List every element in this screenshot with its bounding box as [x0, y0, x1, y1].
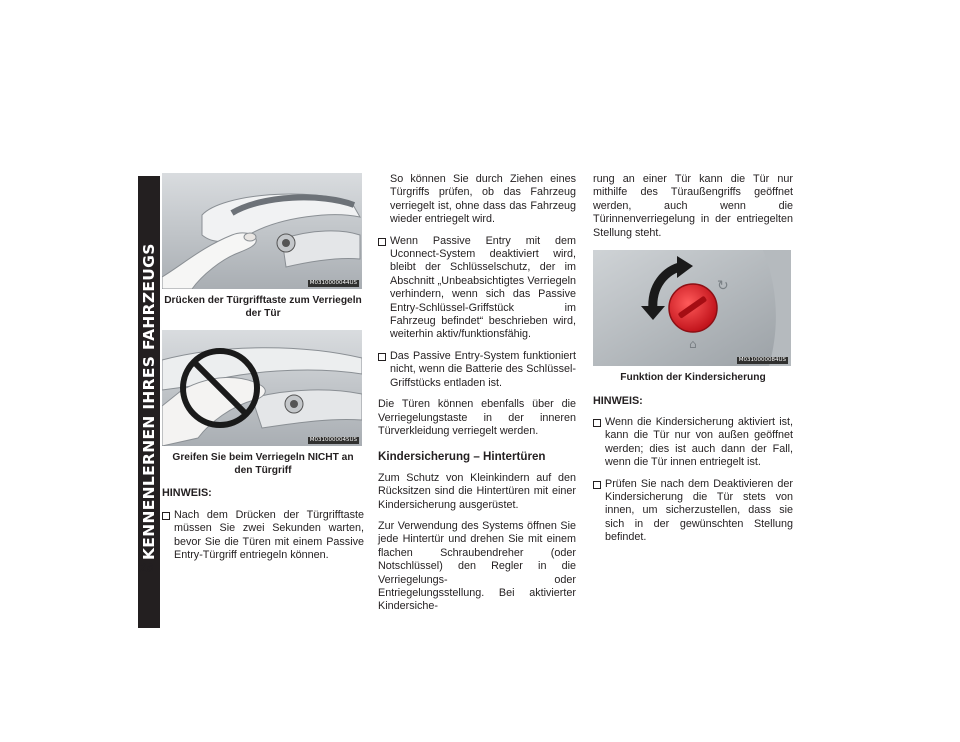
- column-1: [162, 173, 364, 570]
- list-item-text: Wenn Passive Entry mit dem Uconnect-System deaktiviert wird, bleibt der Schlüsselschutz, der im Abschnitt „Unbeabsichtigtes Verriegeln verhindern, wenn sich das Passive Entry-Schlüssel-Griffstück im Fahrzeug befindet“ beschrieben wird, weiterhin aktiv/funktionsfähig.: [390, 234, 576, 341]
- paragraph: Die Türen können ebenfalls über die Verriegelungstaste in der inneren Türverkleidung verriegelt werden.: [378, 398, 576, 437]
- page-number: 26: [140, 561, 154, 575]
- list-item-text: Nach dem Drücken der Türgrifftaste müssen Sie zwei Sekunden warten, bevor Sie die Türen mit einem Passive Entry-Türgriff entriegeln können.: [174, 508, 364, 561]
- section-heading: Kindersicherung – Hintertüren: [378, 450, 546, 464]
- figure-id: M0310000044US: [309, 280, 357, 286]
- list-item-text: Das Passive Entry-System funktioniert nicht, wenn die Batterie des Schlüssel-Griffstücks entladen ist.: [390, 349, 576, 389]
- figure-door-handle-grip: [162, 330, 362, 446]
- column-2: [378, 173, 576, 622]
- figure-door-handle-press: [162, 173, 362, 289]
- svg-text:⌂: ⌂: [689, 337, 697, 352]
- checkbox-bullet-icon: [593, 419, 601, 427]
- paragraph: So können Sie durch Ziehen eines Türgriffs prüfen, ob das Fahrzeug verriegelt ist, ohne dass das Fahrzeug wieder entriegelt wird.: [390, 173, 576, 226]
- figure-caption: Drücken der Türgrifftaste zum Verriegeln der Tür: [164, 295, 362, 319]
- door-handle-press-illustration: [162, 173, 362, 289]
- paragraph: Zum Schutz von Kleinkindern auf den Rücksitzen sind die Hintertüren mit einer Kindersicherung ausgerüstet.: [378, 471, 576, 511]
- sidebar-title: KENNENLERNEN IHRES FAHRZEUGS: [140, 243, 158, 561]
- list-item: [378, 235, 576, 342]
- list-item-text: Wenn die Kindersicherung aktiviert ist, kann die Tür nur von außen geöffnet werden; dies ist auch dann der Fall, wenn die Tür innen entriegelt ist.: [605, 416, 793, 469]
- note-label: HINWEIS:: [593, 394, 643, 407]
- column-3: [593, 173, 793, 553]
- svg-text:↻: ↻: [717, 278, 729, 295]
- list-item: [593, 416, 793, 470]
- figure-id: M0310000045US: [309, 437, 357, 444]
- list-item: [162, 509, 364, 563]
- paragraph: rung an einer Tür kann die Tür nur mithilfe des Türaußengriffs geöffnet werden, auch wenn die Türinnenverriegelung in der entriegelten Stellung steht.: [593, 173, 793, 239]
- note-label: HINWEIS:: [162, 487, 212, 500]
- checkbox-bullet-icon: [593, 481, 601, 489]
- list-item-text: Prüfen Sie nach dem Deaktivieren der Kindersicherung die Tür stets von innen, um sicherzustellen, dass sie sich in der gewünschten Stellung befindet.: [605, 477, 793, 544]
- paragraph: Zur Verwendung des Systems öffnen Sie jede Hintertür und drehen Sie mit einem flachen Schraubendreher (oder Notschlüssel) den Regler in die Verriegelungs- oder Entriegelungsstellung. Bei aktivierter Kindersiche-: [378, 519, 576, 613]
- figure-child-lock: [593, 250, 791, 366]
- checkbox-bullet-icon: [378, 353, 386, 361]
- figure-caption: Greifen Sie beim Verriegeln NICHT an den Türgriff: [172, 452, 354, 476]
- figure-id: M0310000084US: [738, 357, 786, 364]
- door-handle-grip-illustration: [162, 330, 362, 446]
- child-lock-illustration: [593, 250, 791, 366]
- checkbox-bullet-icon: [162, 512, 170, 520]
- list-item: [378, 350, 576, 390]
- list-item: [593, 478, 793, 545]
- figure-caption: Funktion der Kindersicherung: [620, 372, 766, 384]
- checkbox-bullet-icon: [378, 238, 386, 246]
